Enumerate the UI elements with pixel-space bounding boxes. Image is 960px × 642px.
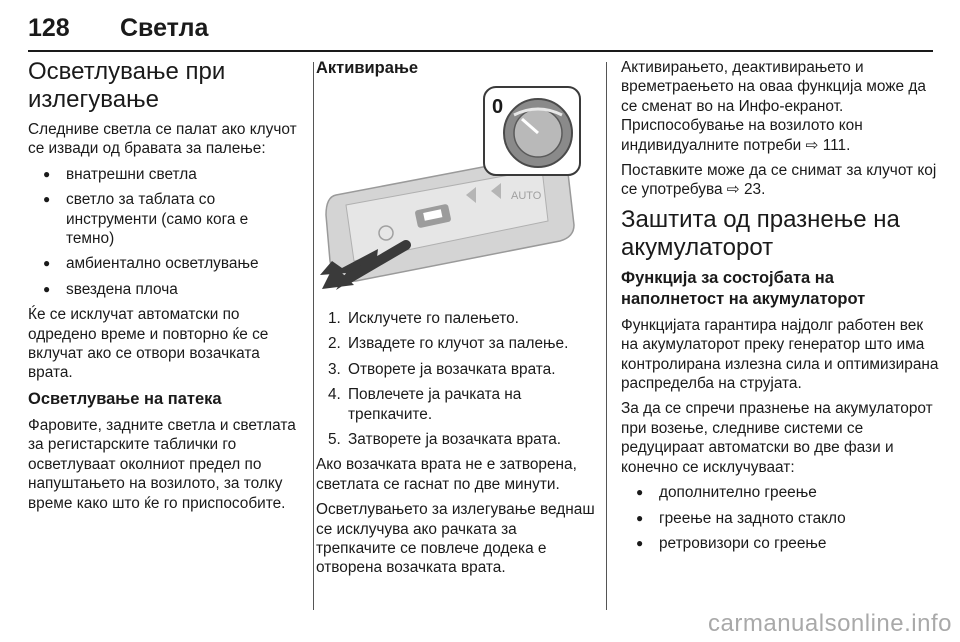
bullet-list <box>28 165 300 299</box>
list-item: 4. Повлечете ја рачката на трепкачите. <box>328 386 522 423</box>
header-rule <box>28 50 933 52</box>
list-item: ● внатрешни светла <box>28 165 300 184</box>
heading-battery-discharge-protection: Заштита од празнење на акумулаторот <box>621 205 900 261</box>
heading-path-lighting: Осветлување на патека <box>28 389 222 408</box>
paragraph: Осветлувањето за излегување веднаш се исклучува ако рачката за трепкачите се повлече додека е отворена возачката врата. <box>316 501 595 577</box>
paragraph: Следниве светла се палат ако клучот се извади од бравата за палење: <box>28 121 297 158</box>
list-item: ● sвездена плоча <box>28 280 300 299</box>
column-2 <box>316 58 596 584</box>
list-item: 5. Затворете ја возачката врата. <box>328 431 562 449</box>
paragraph: Поставките може да се снимат за клучот кој се употребува ⇨ 23. <box>621 162 937 199</box>
illustration-label: 0 <box>492 96 504 118</box>
turn-signal-lever-illustration <box>316 85 588 295</box>
numbered-steps <box>316 309 596 449</box>
paragraph: Функцијата гарантира најдолг работен век на акумулаторот преку генератор што има контролирана излезна сила и оптимизирана распределба на струјата. <box>621 316 939 393</box>
list-item: ● дополнително греење <box>621 483 939 502</box>
column-divider-2 <box>606 62 607 610</box>
section-title: Светла <box>120 14 209 42</box>
heading-activation: Активирање <box>316 59 419 77</box>
paragraph: За да се спречи празнење на акумулаторот при возење, следниве системи се редуцираат автоматски во две фази и конечно се исклучуваат: <box>621 400 933 476</box>
svg-text:AUTO: AUTO <box>511 190 542 202</box>
watermark: carmanualsonline.info <box>708 610 952 637</box>
heading-battery-charge-function: Функција за состојбата на наполнетост на акумулаторот <box>621 268 866 308</box>
list-item: 2. Извадете го клучот за палење. <box>328 335 569 353</box>
paragraph: Ќе се исклучат автоматски по одредено време и повторно ќе се вклучат ако се отвори возачката врата. <box>28 306 269 382</box>
list-item: ● греење на задното стакло <box>621 509 939 528</box>
list-item: ● светло за таблата со инструменти (само кога е темно) <box>28 190 300 248</box>
page-header <box>28 8 933 58</box>
paragraph: Ако возачката врата не е затворена, светлата се гаснат по две минути. <box>316 456 577 493</box>
bullet-list <box>621 483 939 553</box>
list-item: 1. Исклучете го палењето. <box>328 310 519 327</box>
page-number: 128 <box>28 14 70 42</box>
paragraph: Активирањето, деактивирањето и времетраењето на оваа функција може да се сменат во на Инфо-екранот. Приспособување на возилото кон индивидуалните потреби ⇨ 111. <box>621 59 926 154</box>
list-item: ● ретровизори со греење <box>621 534 939 553</box>
heading-exit-lighting: Осветлување при излегување <box>28 58 226 113</box>
list-item: ● амбиентално осветлување <box>28 254 300 273</box>
column-3 <box>621 58 939 559</box>
paragraph: Фаровите, задните светла и светлата за регистарските таблички го осветлуваат околниот предел по напуштањето на возилото, за толку време како што ќе го приспособите. <box>28 416 296 512</box>
column-1 <box>28 58 300 519</box>
column-divider-1 <box>313 62 314 610</box>
list-item: 3. Отворете ја возачката врата. <box>328 360 556 378</box>
